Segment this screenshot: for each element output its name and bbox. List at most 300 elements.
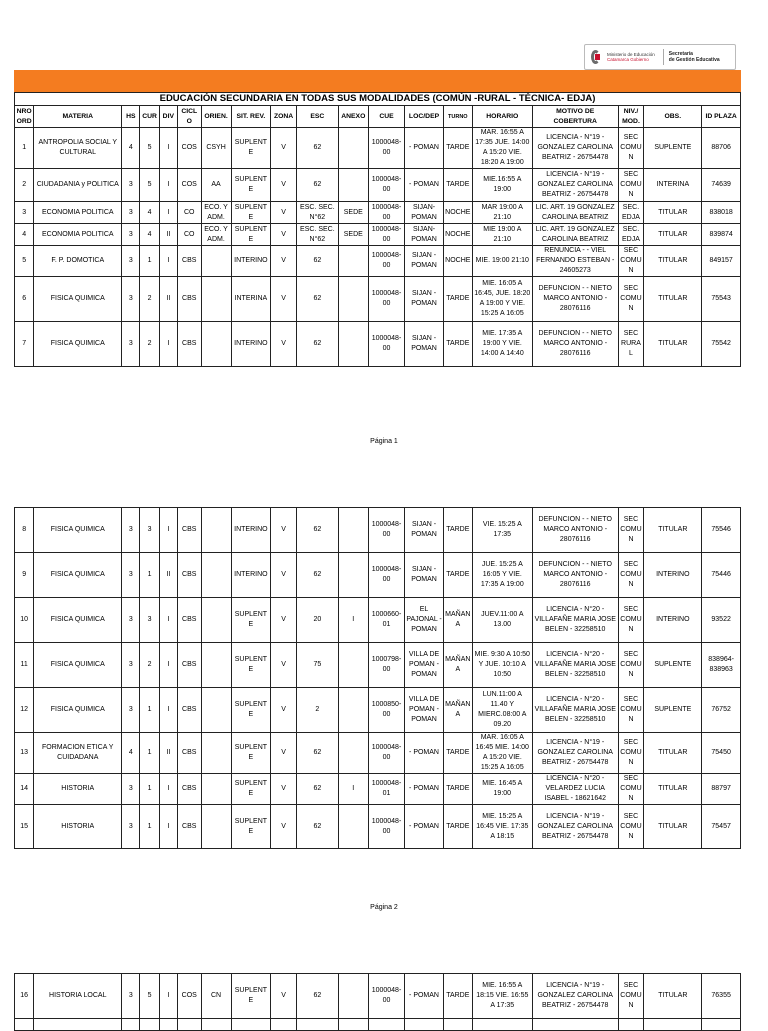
table-cell: AA <box>201 169 231 202</box>
table-cell: NOCHE <box>443 224 472 246</box>
table-cell: 839874 <box>702 224 741 246</box>
table-cell: 76355 <box>702 974 741 1019</box>
table-cell: V <box>271 805 297 849</box>
table-cell: 62 <box>296 733 338 774</box>
table-cell: INTERINO <box>644 553 702 598</box>
table-cell: ANTROPOLIA SOCIAL Y CULTURAL <box>34 128 122 169</box>
table-cell: DEFUNCION - - NIETO MARCO ANTONIO - 28076116 <box>532 508 618 553</box>
column-header: ID PLAZA <box>702 106 741 128</box>
table-cell: V <box>271 508 297 553</box>
logo-right-line-2: de Gestión Educativa <box>668 57 720 63</box>
table-cell: MAR. 16:55 A 17:35 JUE. 14:00 A 15:20 VIE. 18:20 A 19:00 <box>472 128 532 169</box>
table-cell: I <box>159 508 177 553</box>
table-cell: SUPLENT E <box>231 128 271 169</box>
column-header: HORARIO <box>472 106 532 128</box>
table-cell: SIJAN - POMAN <box>405 277 444 322</box>
table-cell: 3 <box>15 202 34 224</box>
table-cell: SIJAN - POMAN <box>405 322 444 367</box>
table-row <box>15 169 741 202</box>
table-cell: JUE. 15:25 A 16:05 Y VIE. 17:35 A 19:00 <box>472 553 532 598</box>
table-cell: SEDE <box>338 224 368 246</box>
table-cell: 74639 <box>702 169 741 202</box>
table-cell: MAR. 16:05 A 16:45 MIE. 14:00 A 15:20 VIE. 15:25 A 16:05 <box>472 733 532 774</box>
table-cell: I <box>159 688 177 733</box>
table-cell: SUPLENT E <box>231 224 271 246</box>
table-row-partial <box>15 1019 741 1031</box>
table-cell: 1000048-00 <box>368 169 404 202</box>
table-row <box>15 643 741 688</box>
table-cell: SEC COMU N <box>618 774 644 805</box>
table-cell: MIE. 19:00 21:10 <box>472 246 532 277</box>
table-cell: CBS <box>177 277 201 322</box>
table-cell: SEC. EDJA <box>618 224 644 246</box>
table-cell: CBS <box>177 774 201 805</box>
table-cell: TARDE <box>443 805 472 849</box>
table-cell: MIE. 16:05 A 16:45, JUE. 18:20 A 19:00 Y VIE. 15:25 A 16:05 <box>472 277 532 322</box>
column-header: DIV <box>159 106 177 128</box>
vacancy-table-page-3 <box>14 973 741 1031</box>
table-cell: LIC. ART. 19 GONZALEZ CAROLINA BEATRIZ <box>532 202 618 224</box>
table-cell: SIJAN - POMAN <box>405 508 444 553</box>
column-header: CUR <box>140 106 159 128</box>
table-cell: 2 <box>140 277 159 322</box>
table-cell: 3 <box>122 553 140 598</box>
table-cell: MIE. 16:55 A 18:15 VIE. 16:55 A 17:35 <box>472 974 532 1019</box>
table-cell <box>201 805 231 849</box>
table-cell: CBS <box>177 643 201 688</box>
table-cell: 1000660-01 <box>368 598 404 643</box>
table-cell: TITULAR <box>644 277 702 322</box>
table-cell: 3 <box>140 598 159 643</box>
table-cell: 1 <box>15 128 34 169</box>
table-cell: MIE. 15:25 A 16:45 VIE. 17:35 A 18:15 <box>472 805 532 849</box>
table-cell: F. P. DOMOTICA <box>34 246 122 277</box>
table-cell: 3 <box>122 169 140 202</box>
table-cell: HISTORIA <box>34 805 122 849</box>
table-cell: 3 <box>122 598 140 643</box>
logo-line-1: Ministerio de Educación <box>607 52 655 57</box>
table-cell: LICENCIA - N°19 - GONZALEZ CAROLINA BEATRIZ - 26754478 <box>532 169 618 202</box>
table-cell <box>201 508 231 553</box>
table-cell: LICENCIA - N°20 - VILLAFAÑE MARIA JOSE BELEN - 32258510 <box>532 643 618 688</box>
table-cell: I <box>159 322 177 367</box>
table-cell: INTERINO <box>231 322 271 367</box>
table-cell <box>338 508 368 553</box>
table-cell: FORMACION ETICA Y CUIDADANA <box>34 733 122 774</box>
table-cell: 838018 <box>702 202 741 224</box>
column-header: HS <box>122 106 140 128</box>
table-cell: I <box>159 805 177 849</box>
vacancy-table-page-2 <box>14 507 741 849</box>
table-cell: INTERINO <box>231 553 271 598</box>
table-cell: TITULAR <box>644 246 702 277</box>
table-cell: NOCHE <box>443 246 472 277</box>
table-cell: SEC COMU N <box>618 598 644 643</box>
table-cell: INTERINO <box>644 598 702 643</box>
table-cell: LICENCIA - N°19 - GONZALEZ CAROLINA BEATRIZ - 26754478 <box>532 733 618 774</box>
table-cell: I <box>159 169 177 202</box>
column-header: TURNO <box>443 106 472 128</box>
table-cell: - POMAN <box>405 733 444 774</box>
table-cell: SEC COMU N <box>618 277 644 322</box>
column-header: CICLO <box>177 106 201 128</box>
table-cell: COS <box>177 169 201 202</box>
table-cell: ECONOMIA POLITICA <box>34 202 122 224</box>
table-cell: 62 <box>296 974 338 1019</box>
table-cell: MIE.16:55 A 19:00 <box>472 169 532 202</box>
table-cell: COS <box>177 128 201 169</box>
table-cell: SEC COMU N <box>618 733 644 774</box>
table-row <box>15 277 741 322</box>
table-cell <box>201 774 231 805</box>
table-cell <box>201 246 231 277</box>
table-cell: CBS <box>177 246 201 277</box>
ministry-logo <box>584 44 736 70</box>
table-cell <box>338 246 368 277</box>
column-header: NRO ORD <box>15 106 34 128</box>
table-row <box>15 553 741 598</box>
table-cell: ECONOMIA POLITICA <box>34 224 122 246</box>
table-row <box>15 688 741 733</box>
table-cell: V <box>271 128 297 169</box>
table-cell: V <box>271 322 297 367</box>
table-cell: 16 <box>15 974 34 1019</box>
table-cell: V <box>271 169 297 202</box>
table-cell <box>201 553 231 598</box>
table-cell: 3 <box>122 277 140 322</box>
table-cell: VILLA DE POMAN - POMAN <box>405 688 444 733</box>
table-cell <box>338 643 368 688</box>
table-cell: I <box>159 974 177 1019</box>
table-cell: CO <box>177 202 201 224</box>
table-cell: 3 <box>140 508 159 553</box>
table-cell: 3 <box>122 322 140 367</box>
table-cell: RENUNCIA - - VIEL FERNANDO ESTEBAN - 24605273 <box>532 246 618 277</box>
table-cell: VIE. 15:25 A 17:35 <box>472 508 532 553</box>
table-cell: ECO. Y ADM. <box>201 224 231 246</box>
table-cell: 4 <box>122 733 140 774</box>
column-header: NIV./ MOD. <box>618 106 644 128</box>
page-number-2: Página 2 <box>370 904 398 911</box>
column-header: OBS. <box>644 106 702 128</box>
table-cell: 1000850-00 <box>368 688 404 733</box>
table-cell: SEC. EDJA <box>618 202 644 224</box>
table-cell: 849157 <box>702 246 741 277</box>
table-cell <box>338 688 368 733</box>
table-cell: I <box>159 128 177 169</box>
table-cell: SUPLENTE <box>644 688 702 733</box>
table-cell <box>201 688 231 733</box>
table-cell: TITULAR <box>644 774 702 805</box>
table-cell: SUPLENTE <box>644 643 702 688</box>
table-cell: FISICA QUIMICA <box>34 598 122 643</box>
table-cell <box>201 598 231 643</box>
logo-line-2: Catamarca Gobierno <box>607 57 649 62</box>
table-cell: 62 <box>296 277 338 322</box>
table-cell: 9 <box>15 553 34 598</box>
table-cell: 1000048-00 <box>368 128 404 169</box>
column-header: MOTIVO DE COBERTURA <box>532 106 618 128</box>
table-cell: - POMAN <box>405 805 444 849</box>
table-cell: 75543 <box>702 277 741 322</box>
table-cell: 75 <box>296 643 338 688</box>
table-cell: CBS <box>177 805 201 849</box>
table-row <box>15 224 741 246</box>
table-cell: V <box>271 202 297 224</box>
table-cell: TITULAR <box>644 974 702 1019</box>
table-cell: 5 <box>140 128 159 169</box>
table-cell: SEC COMU N <box>618 974 644 1019</box>
table-row <box>15 733 741 774</box>
table-cell <box>338 128 368 169</box>
table-cell: MIE. 17:35 A 19:00 Y VIE. 14:00 A 14:40 <box>472 322 532 367</box>
table-cell: 88706 <box>702 128 741 169</box>
table-cell: V <box>271 643 297 688</box>
table-cell <box>338 277 368 322</box>
table-cell: SUPLENT E <box>231 169 271 202</box>
table-cell: 1000048-00 <box>368 733 404 774</box>
table-cell: SEC COMU N <box>618 508 644 553</box>
table-cell: 6 <box>15 277 34 322</box>
table-cell: I <box>159 774 177 805</box>
table-cell: CBS <box>177 598 201 643</box>
table-cell: 1 <box>140 246 159 277</box>
table-cell: SUPLENT E <box>231 202 271 224</box>
table-cell: TARDE <box>443 733 472 774</box>
table-cell: INTERINA <box>231 277 271 322</box>
table-cell: 3 <box>122 805 140 849</box>
table-cell: 1000048-00 <box>368 974 404 1019</box>
table-cell: 1000048-00 <box>368 246 404 277</box>
table-cell: - POMAN <box>405 974 444 1019</box>
column-header: ORIEN. <box>201 106 231 128</box>
table-cell: TARDE <box>443 974 472 1019</box>
table-cell: 3 <box>122 202 140 224</box>
table-cell: FISICA QUIMICA <box>34 322 122 367</box>
table-cell: TARDE <box>443 128 472 169</box>
table-cell: 13 <box>15 733 34 774</box>
table-cell: 8 <box>15 508 34 553</box>
table-cell: SUPLENT E <box>231 643 271 688</box>
table-cell: 3 <box>122 643 140 688</box>
table-cell: NOCHE <box>443 202 472 224</box>
table-cell: V <box>271 553 297 598</box>
column-header: CUE <box>368 106 404 128</box>
table-cell: 2 <box>140 643 159 688</box>
table-cell: FISICA QUIMICA <box>34 508 122 553</box>
table-cell: 62 <box>296 805 338 849</box>
table-cell: TITULAR <box>644 202 702 224</box>
table-cell: CBS <box>177 508 201 553</box>
table-cell: SUPLENT E <box>231 774 271 805</box>
table-cell: SEC COMU N <box>618 169 644 202</box>
table-cell: V <box>271 277 297 322</box>
ministry-emblem-icon <box>591 50 603 64</box>
table-cell: 1 <box>140 553 159 598</box>
table-cell <box>338 169 368 202</box>
table-cell: SEC COMU N <box>618 643 644 688</box>
table-cell: LICENCIA - N°19 - GONZALEZ CAROLINA BEATRIZ - 26754478 <box>532 805 618 849</box>
table-cell: CBS <box>177 733 201 774</box>
table-cell: SEC COMU N <box>618 553 644 598</box>
table-cell: DEFUNCION - - NIETO MARCO ANTONIO - 28076116 <box>532 322 618 367</box>
table-cell: SIJAN-POMAN <box>405 202 444 224</box>
table-cell <box>338 322 368 367</box>
table-cell: II <box>159 553 177 598</box>
table-cell: 1000048-01 <box>368 774 404 805</box>
table-cell <box>201 322 231 367</box>
table-cell: 75446 <box>702 553 741 598</box>
table-title: EDUCACIÓN SECUNDARIA EN TODAS SUS MODALIDADES (COMÚN -RURAL - TÉCNICA- EDJA) <box>15 93 741 106</box>
table-cell: 15 <box>15 805 34 849</box>
table-cell: I <box>159 202 177 224</box>
table-cell: CBS <box>177 553 201 598</box>
table-cell: JUEV.11:00 A 13.00 <box>472 598 532 643</box>
table-cell: FISICA QUIMICA <box>34 553 122 598</box>
table-cell: 4 <box>140 224 159 246</box>
table-cell: COS <box>177 974 201 1019</box>
table-cell: 5 <box>140 169 159 202</box>
table-cell: 62 <box>296 169 338 202</box>
table-cell: LICENCIA - N°19 - GONZALEZ CAROLINA BEATRIZ - 26754478 <box>532 974 618 1019</box>
table-cell: CN <box>201 974 231 1019</box>
table-cell: SIJAN - POMAN <box>405 553 444 598</box>
table-cell: TARDE <box>443 322 472 367</box>
table-cell: TARDE <box>443 553 472 598</box>
table-cell: 3 <box>122 246 140 277</box>
page-number-1: Página 1 <box>370 438 398 445</box>
table-cell: 1 <box>140 733 159 774</box>
table-cell: MIE. 9:30 A 10:50 Y JUE. 10:10 A 10:50 <box>472 643 532 688</box>
table-cell: II <box>159 733 177 774</box>
table-row <box>15 508 741 553</box>
table-cell: SEC COMU N <box>618 805 644 849</box>
table-cell: 1000048-00 <box>368 553 404 598</box>
table-cell: LICENCIA - N°20 - VILLAFAÑE MARIA JOSE BELEN - 32258510 <box>532 688 618 733</box>
table-cell: I <box>159 246 177 277</box>
table-cell: 20 <box>296 598 338 643</box>
table-cell <box>201 277 231 322</box>
table-cell: MIE. 16:45 A 19:00 <box>472 774 532 805</box>
table-cell: 76752 <box>702 688 741 733</box>
table-cell: 88797 <box>702 774 741 805</box>
table-cell: HISTORIA LOCAL <box>34 974 122 1019</box>
table-row <box>15 246 741 277</box>
table-cell: 93522 <box>702 598 741 643</box>
table-cell: TITULAR <box>644 508 702 553</box>
table-row <box>15 128 741 169</box>
vacancy-table-page-1 <box>14 92 741 367</box>
table-cell: V <box>271 598 297 643</box>
table-cell: - POMAN <box>405 128 444 169</box>
table-cell: TARDE <box>443 277 472 322</box>
table-cell: SEC COMU N <box>618 128 644 169</box>
table-cell: V <box>271 246 297 277</box>
table-cell: MIE 19:00 A 21:10 <box>472 224 532 246</box>
table-cell: 75546 <box>702 508 741 553</box>
table-cell: 2 <box>296 688 338 733</box>
table-cell: 5 <box>140 974 159 1019</box>
table-cell: 1 <box>140 688 159 733</box>
table-cell: MAÑAN A <box>443 598 472 643</box>
table-cell: 1 <box>140 805 159 849</box>
table-row <box>15 974 741 1019</box>
table-cell: FISICA QUIMICA <box>34 277 122 322</box>
table-cell: 3 <box>122 508 140 553</box>
table-cell: 838964-838963 <box>702 643 741 688</box>
table-cell: TARDE <box>443 169 472 202</box>
table-cell: MAÑAN A <box>443 643 472 688</box>
table-cell: 3 <box>122 974 140 1019</box>
table-cell: I <box>338 774 368 805</box>
table-cell: TITULAR <box>644 322 702 367</box>
table-cell: 11 <box>15 643 34 688</box>
table-cell: 4 <box>122 128 140 169</box>
table-cell: TITULAR <box>644 224 702 246</box>
table-header-row <box>15 106 741 128</box>
table-cell: V <box>271 733 297 774</box>
table-cell: 62 <box>296 246 338 277</box>
table-cell: 1000048-00 <box>368 508 404 553</box>
table-cell: 62 <box>296 322 338 367</box>
table-cell <box>338 733 368 774</box>
table-cell: I <box>159 643 177 688</box>
table-cell: SUPLENTE <box>644 128 702 169</box>
table-row <box>15 202 741 224</box>
table-cell: 1000048-00 <box>368 277 404 322</box>
table-cell: 2 <box>140 322 159 367</box>
table-cell: SEC RURAL <box>618 322 644 367</box>
table-cell: CBS <box>177 322 201 367</box>
table-cell: SEC COMU N <box>618 688 644 733</box>
table-cell: INTERINO <box>231 246 271 277</box>
table-cell: 62 <box>296 774 338 805</box>
table-cell: - POMAN <box>405 774 444 805</box>
table-cell: - POMAN <box>405 169 444 202</box>
table-cell <box>201 643 231 688</box>
table-cell: INTERINO <box>231 508 271 553</box>
table-cell: 75542 <box>702 322 741 367</box>
table-cell: INTERINA <box>644 169 702 202</box>
table-cell: 62 <box>296 508 338 553</box>
table-cell: 5 <box>15 246 34 277</box>
table-cell: SUPLENT E <box>231 805 271 849</box>
table-cell: 3 <box>122 688 140 733</box>
table-cell: SIJAN - POMAN <box>405 246 444 277</box>
table-cell: TARDE <box>443 774 472 805</box>
table-cell: CO <box>177 224 201 246</box>
table-row <box>15 805 741 849</box>
table-cell: ECO. Y ADM. <box>201 202 231 224</box>
column-header: MATERIA <box>34 106 122 128</box>
table-cell: DEFUNCION - - NIETO MARCO ANTONIO - 28076116 <box>532 277 618 322</box>
table-cell: 1 <box>140 774 159 805</box>
table-cell: 7 <box>15 322 34 367</box>
table-cell: HISTORIA <box>34 774 122 805</box>
table-cell: LIC. ART. 19 GONZALEZ CAROLINA BEATRIZ <box>532 224 618 246</box>
table-cell: 14 <box>15 774 34 805</box>
table-cell: CIUDADANIA y POLITICA <box>34 169 122 202</box>
table-cell: 12 <box>15 688 34 733</box>
table-cell: LICENCIA - N°20 - VELARDEZ LUCIA ISABEL - 18621642 <box>532 774 618 805</box>
table-cell: 2 <box>15 169 34 202</box>
table-cell: CSYH <box>201 128 231 169</box>
table-cell: 1000048-00 <box>368 805 404 849</box>
table-cell: I <box>159 598 177 643</box>
table-cell: SEC COMU N <box>618 246 644 277</box>
logo-right-line-1: Secretaría <box>668 51 693 57</box>
column-header: LOC/DEP <box>405 106 444 128</box>
